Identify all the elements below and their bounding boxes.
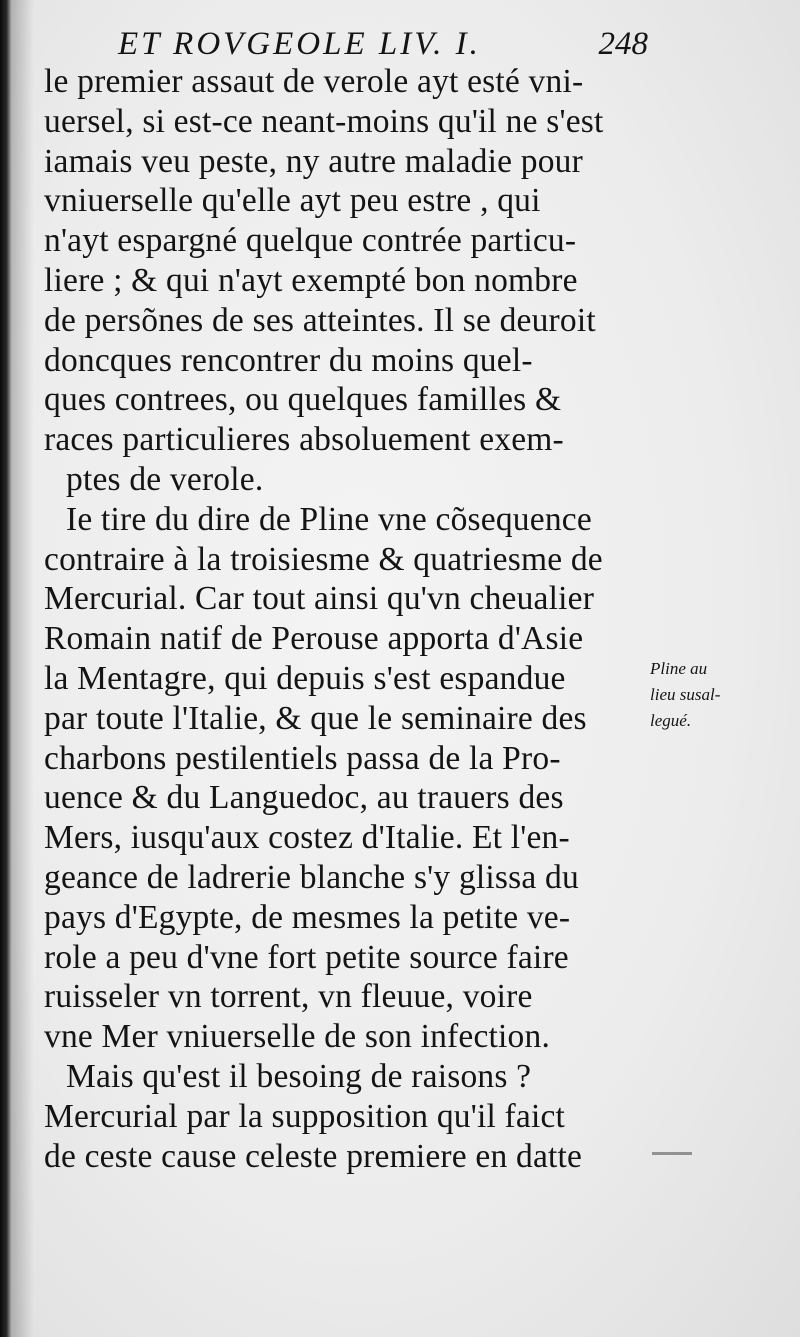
marginal-note-line: legué. bbox=[650, 711, 692, 730]
text-line: uence & du Languedoc, au trauers des bbox=[44, 779, 564, 817]
text-line: uersel, si est-ce neant-moins qu'il ne s'est bbox=[44, 102, 604, 140]
page-edge bbox=[0, 0, 12, 1337]
text-line: geance de ladrerie blanche s'y glissa du bbox=[44, 858, 579, 896]
ink-smudge bbox=[652, 1152, 692, 1155]
text-line: iamais veu peste, ny autre maladie pour bbox=[44, 142, 583, 180]
text-line: vne Mer vniuerselle de son infection. bbox=[44, 1018, 551, 1056]
text-line: de ceste cause celeste premiere en datte bbox=[44, 1137, 583, 1175]
paragraph-start-line: Mais qu'est il besoing de raisons ? bbox=[66, 1057, 532, 1095]
text-line: charbons pestilentiels passa de la Pro- bbox=[44, 739, 561, 777]
text-line: vniuerselle qu'elle ayt peu estre , qui bbox=[44, 182, 541, 220]
text-line: pays d'Egypte, de mesmes la petite ve- bbox=[44, 898, 571, 936]
running-head bbox=[118, 22, 648, 66]
text-line: la Mentagre, qui depuis s'est espandue bbox=[44, 659, 566, 697]
text-line: races particulieres absoluement exem- bbox=[44, 421, 564, 459]
page-number: 248 bbox=[598, 26, 648, 62]
text-line: de persõnes de ses atteintes. Il se deuroit bbox=[44, 301, 596, 339]
text-line: Mercurial par la supposition qu'il faict bbox=[44, 1097, 566, 1135]
marginal-note-line: lieu susal- bbox=[650, 685, 721, 704]
text-line: liere ; & qui n'ayt exempté bon nombre bbox=[44, 261, 578, 299]
marginal-note bbox=[650, 656, 775, 734]
gutter-shadow bbox=[12, 0, 34, 1337]
text-line: Mers, iusqu'aux costez d'Italie. Et l'en- bbox=[44, 819, 570, 857]
text-line: Mercurial. Car tout ainsi qu'vn cheualier bbox=[44, 580, 595, 618]
text-line: doncques rencontrer du moins quel- bbox=[44, 341, 533, 379]
text-line: le premier assaut de verole ayt esté vni- bbox=[44, 63, 584, 100]
text-line: role a peu d'vne fort petite source faire bbox=[44, 938, 569, 976]
text-line: Romain natif de Perouse apporta d'Asie bbox=[44, 620, 584, 658]
body-text bbox=[44, 62, 644, 1176]
text-line: ptes de verole. bbox=[66, 460, 264, 498]
running-head-title: ET ROVGEOLE LIV. I. bbox=[118, 26, 481, 62]
paragraph-start-line: Ie tire du dire de Pline vne cõsequence bbox=[66, 500, 592, 538]
text-line: ques contrees, ou quelques familles & bbox=[44, 381, 562, 419]
text-line: contraire à la troisiesme & quatriesme de bbox=[44, 540, 603, 578]
text-line: ruisseler vn torrent, vn fleuue, voire bbox=[44, 978, 533, 1016]
marginal-note-line: Pline au bbox=[650, 659, 708, 678]
text-line: par toute l'Italie, & que le seminaire des bbox=[44, 699, 587, 737]
text-line: n'ayt espargné quelque contrée particu- bbox=[44, 222, 577, 260]
